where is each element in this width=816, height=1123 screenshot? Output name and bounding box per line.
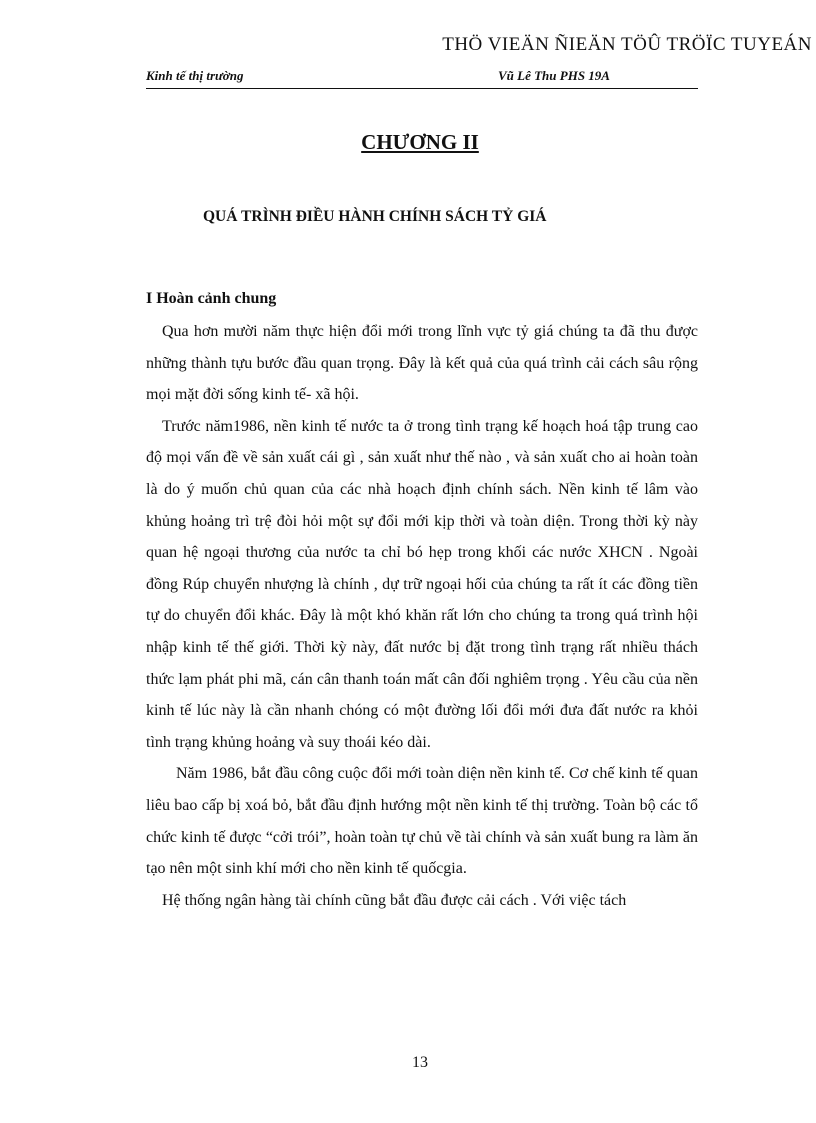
paragraph: Trước năm1986, nền kinh tế nước ta ở trong tình trạng kế hoạch hoá tập trung cao độ mọi vấn đề về sản xuất cái gì , sản xuất như thế nào , và sản xuất cho ai hoàn toàn là do ý muốn chủ quan của các nhà hoạch định chính sách. Nền kinh tế lâm vào khủng hoảng trì trệ đòi hỏi một sự đổi mới kịp thời và toàn diện. Trong thời kỳ này quan hệ ngoại thương của nước ta chỉ bó hẹp trong khối các nước XHCN . Ngoài đồng Rúp chuyển nhượng là chính , dự trữ ngoại hối của chúng ta rất ít các đồng tiền tự do chuyển đổi khác. Đây là một khó khăn rất lớn cho chúng ta trong quá trình hội nhập kinh tế thế giới. Thời kỳ này, đất nước bị đặt trong tình trạng rất nhiều thách thức lạm phát phi mã, cán cân thanh toán mất cân đối nghiêm trọng . Yêu cầu của nền kinh tế lúc này là cần nhanh chóng có một đường lối đổi mới đưa đất nước ra khỏi tình trạng khủng hoảng và suy thoái kéo dài. (146, 417, 698, 751)
chapter-title: CHƯƠNG II (361, 130, 479, 154)
watermark-text: THÖ VIEÄN ÑIEÄN TÖÛ TRÖÏC TUYEÁN (442, 34, 812, 55)
page-number: 13 (412, 1054, 428, 1071)
page-header (146, 66, 698, 89)
subheading: I Hoàn cảnh chung (146, 290, 277, 307)
header-left-title: Kinh tế thị trường (146, 68, 244, 83)
paragraph: Qua hơn mười năm thực hiện đổi mới trong lĩnh vực tỷ giá chúng ta đã thu được những thành tựu bước đầu quan trọng. Đây là kết quả của quá trình cải cách sâu rộng mọi mặt đời sống kinh tế- xã hội. (146, 323, 698, 404)
body-text (146, 316, 698, 916)
paragraph: Năm 1986, bắt đầu công cuộc đổi mới toàn diện nền kinh tế. Cơ chế kinh tế quan liêu bao cấp bị xoá bỏ, bắt đầu định hướng một nền kinh tế thị trường. Toàn bộ các tổ chức kinh tế được “cởi trói”, hoàn toàn tự chủ về tài chính và sản xuất bung ra làm ăn tạo nên một sinh khí mới cho nền kinh tế quốcgia. (146, 765, 698, 878)
header-right-author: Vũ Lê Thu PHS 19A (498, 68, 610, 83)
paragraph: Hệ thống ngân hàng tài chính cũng bắt đầu được cải cách . Với việc tách (162, 891, 627, 909)
section-title: QUÁ TRÌNH ĐIỀU HÀNH CHÍNH SÁCH TỶ GIÁ (203, 208, 547, 225)
